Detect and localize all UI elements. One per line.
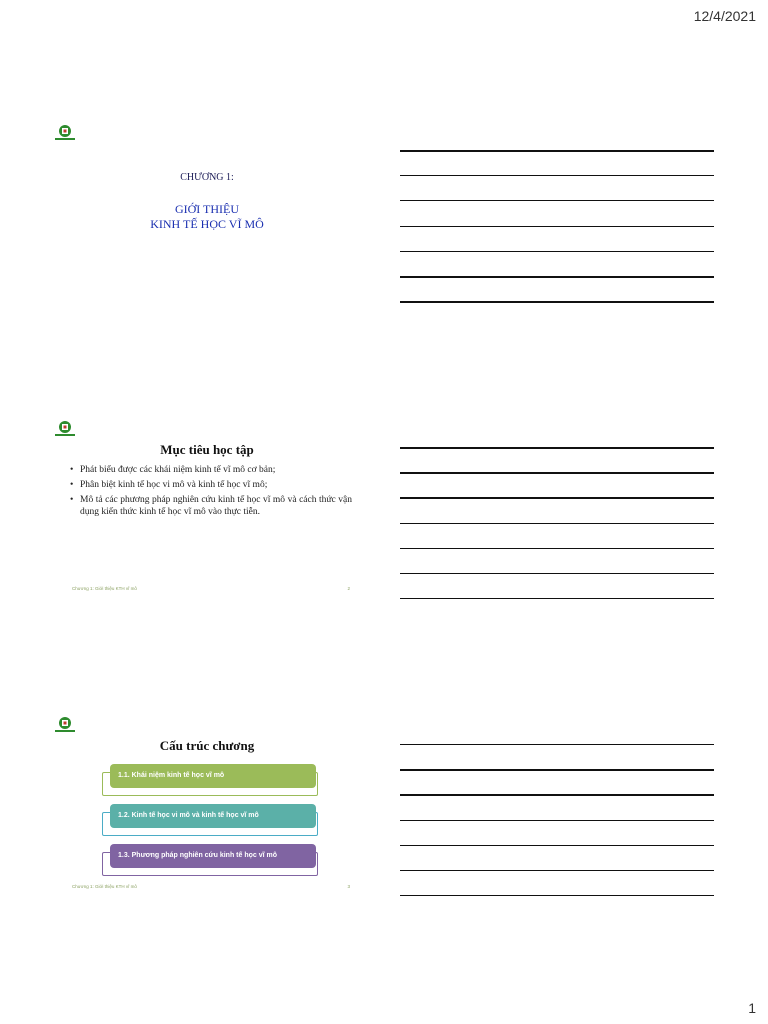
chapter-title [52, 202, 362, 232]
note-line [400, 820, 714, 821]
slide-number: 2 [347, 586, 350, 591]
list-item: • Phân biệt kinh tế học vi mô và kinh tế học vĩ mô; [70, 479, 352, 491]
note-line [400, 548, 714, 549]
slide-3 [52, 716, 362, 956]
note-line [400, 200, 714, 201]
note-line [400, 598, 714, 599]
note-line [400, 447, 714, 449]
university-logo-icon [52, 420, 78, 438]
note-line [400, 845, 714, 846]
university-logo-icon [52, 716, 78, 734]
list-item: • Mô tả các phương pháp nghiên cứu kinh tế học vĩ mô và cách thức vận dụng kiến thức kinh tế học vĩ mô vào thực tiễn. [70, 494, 352, 518]
note-line [400, 150, 714, 152]
structure-item-label: 1.3. Phương pháp nghiên cứu kinh tế học vĩ mô [110, 844, 316, 868]
note-line [400, 895, 714, 896]
note-line [400, 497, 714, 499]
slide-heading: Mục tiêu học tập [160, 442, 254, 457]
slide-number: 3 [347, 884, 350, 889]
slide-footer-text: Chương 1: Giới thiệu KTH vĩ mô [72, 884, 137, 889]
note-line [400, 794, 714, 796]
note-line [400, 769, 714, 771]
note-line [400, 226, 714, 227]
university-logo-icon [52, 124, 78, 142]
note-line [400, 870, 714, 871]
slide-1 [52, 124, 362, 364]
print-date: 12/4/2021 [693, 8, 756, 24]
chapter-title-line1: GIỚI THIỆU [174, 202, 240, 216]
note-line [400, 472, 714, 474]
note-line [400, 573, 714, 574]
note-line [400, 276, 714, 278]
slide-2 [52, 420, 362, 660]
note-line [400, 523, 714, 524]
structure-item-label: 1.2. Kinh tế học vi mô và kinh tế học vĩ mô [110, 804, 316, 828]
page-number: 1 [748, 1000, 756, 1016]
list-item: • Phát biểu được các khái niệm kinh tế vĩ mô cơ bản; [70, 464, 352, 476]
note-line [400, 744, 714, 745]
chapter-title-line2: KINH TẾ HỌC VĨ MÔ [150, 217, 264, 231]
slide-footer-text: Chương 1: Giới thiệu KTH vĩ mô [72, 586, 137, 591]
objectives-list [70, 464, 352, 521]
chapter-label: CHƯƠNG 1: [180, 172, 234, 183]
note-line [400, 175, 714, 176]
note-line [400, 251, 714, 252]
structure-item-label: 1.1. Khái niệm kinh tế học vĩ mô [110, 764, 316, 788]
note-line [400, 301, 714, 303]
slide-heading: Cấu trúc chương [159, 738, 255, 753]
